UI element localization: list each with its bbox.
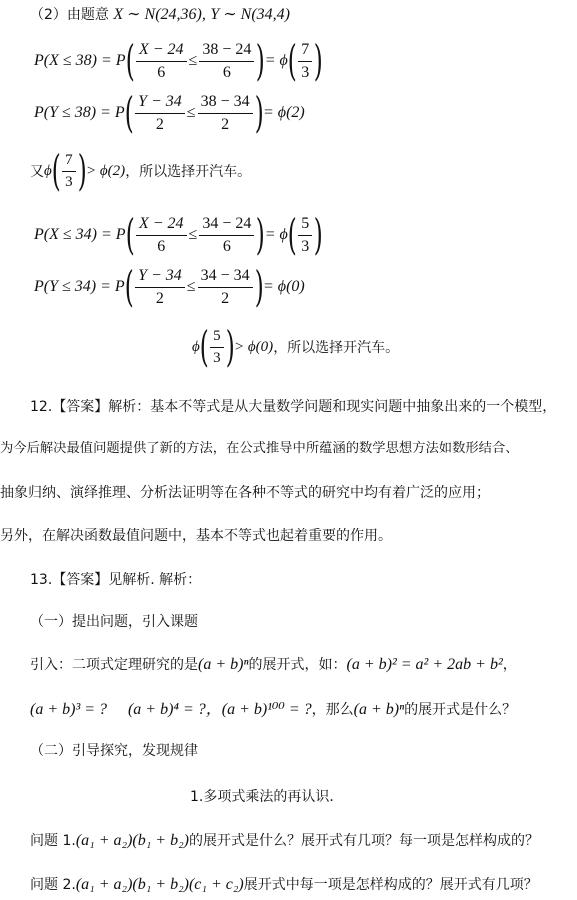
paren-close: ) [256,210,266,259]
paren-open: ( [199,322,209,371]
fraction: $\frac{Y - 34}{2}$ [135,93,185,134]
eq-rhs: = ϕ(2) [262,104,305,121]
intro-line [30,656,517,674]
fraction: $\frac{X - 24}{6}$ [136,215,187,256]
relation: ≤ [188,52,198,69]
q12-line-4: 另外，在解决函数最值问题中，基本不等式也起着重要的作用。 [0,528,392,544]
paren-open: ( [125,210,135,259]
conclusion-text: ，所以选择开汽车。 [273,340,400,356]
section-1-title: （一）提出问题，引入课题 [30,614,198,630]
ask-expr: (a + b)ⁿ [353,701,405,718]
paren-open: ( [125,36,135,85]
q1-expr: (a₁ + a₂)(b₁ + b₂) [75,832,189,849]
comparison: > ϕ(0) [234,338,274,355]
intro-text-2: 的展开式，如： [248,657,347,673]
subsection-1-title: 1.多项式乘法的再认识． [190,789,344,805]
fraction: $\frac{38 - 34}{2}$ [198,93,253,134]
q2-expr: (a₁ + a₂)(b₁ + b₂)(c₁ + c₂) [75,876,244,893]
phi: ϕ [192,338,200,355]
phi-eq: = ϕ [264,52,288,69]
paren-close: ) [254,88,264,137]
equation-px-le-34 [34,210,323,259]
paren-open: ( [287,36,297,85]
paren-open: ( [287,210,297,259]
eq-lhs: P(Y ≤ 38) = P [34,104,125,121]
relation: ≤ [186,278,196,295]
paren-close: ) [313,210,323,259]
relation: ≤ [188,226,198,243]
q12-line-2: 为今后解决最值问题提供了新的方法，在公式推导中所蕴涵的数学思想方法如数形结合、 [0,441,519,456]
ask-text: ，那么 [311,702,354,718]
phi-eq: = ϕ [264,226,288,243]
eq-lhs: P(X ≤ 38) = P [34,52,126,69]
q2-text: 展开式中每一项是怎样构成的？展开式有几项？ [243,877,538,893]
hundredth-expr: ，(a + b)¹⁰⁰ = ? [205,701,312,718]
dist-y: Y ∼ N(34,4) [210,6,290,23]
intro-end: ， [502,657,517,673]
fraction: $\frac{34 - 24}{6}$ [199,215,254,256]
square-expansion: (a + b)² = a² + 2ab + b² [346,656,503,673]
equation-py-le-38 [34,88,305,137]
section-2-title: （二）引导探究，发现规律 [30,743,198,759]
paren-close: ) [256,36,266,85]
conclusion-1 [30,146,252,195]
question-1 [30,832,539,850]
fraction: $\frac{7}{3}$ [62,152,76,191]
intro-text: 引入：二项式定理研究的是 [30,657,198,673]
dist-x: X ∼ N(24,36), [113,6,206,23]
intro-expr: (a + b)ⁿ [198,656,249,673]
fraction: $\frac{5}{3}$ [210,328,224,367]
eq-rhs: = ϕ(0) [262,278,305,295]
ask-text-2: 的展开式是什么？ [404,702,517,718]
paren-open: ( [124,262,134,311]
q1-text: 的展开式是什么？展开式有几项？每一项是怎样构成的？ [188,833,539,849]
paren-open: ( [124,88,134,137]
fraction: $\frac{Y - 34}{2}$ [135,267,185,308]
comparison: > ϕ(2) [86,162,126,179]
q2-label: 问题 2. [30,877,76,893]
equation-py-le-34 [34,262,305,311]
paren-close: ) [313,36,323,85]
fraction: $\frac{7}{3}$ [298,41,312,82]
paren-close: ) [254,262,264,311]
conclusion-text: ，所以选择开汽车。 [125,164,252,180]
prefix: 又 [30,164,44,180]
fraction: $\frac{34 - 34}{2}$ [198,267,253,308]
eq-lhs: P(Y ≤ 34) = P [34,278,125,295]
phi: ϕ [44,162,52,179]
q12-line-1: 12.【答案】解析：基本不等式是从大量数学问题和现实问题中抽象出来的一个模型， [30,399,557,415]
conclusion-2 [192,322,400,371]
fraction: $\frac{38 - 24}{6}$ [199,41,254,82]
eq-lhs: P(X ≤ 34) = P [34,226,126,243]
fraction: $\frac{5}{3}$ [298,215,312,256]
q13-heading: 13.【答案】见解析. 解析： [30,572,202,588]
paren-close: ) [225,322,235,371]
cube-expr: (a + b)³ = ? [30,701,108,718]
powers-line [30,701,516,719]
part2-line [30,6,290,24]
relation: ≤ [186,104,196,121]
part2-intro: （2）由题意 [30,7,109,23]
question-2 [30,876,538,894]
fourth-expr: (a + b)⁴ = ? [127,701,206,718]
q1-label: 问题 1. [30,833,76,849]
fraction: $\frac{X - 24}{6}$ [136,41,187,82]
q12-line-3: 抽象归纳、演绎推理、分析法证明等在各种不等式的研究中均有着广泛的应用； [0,485,490,501]
paren-close: ) [77,146,87,195]
paren-open: ( [51,146,61,195]
equation-px-le-38 [34,36,323,85]
